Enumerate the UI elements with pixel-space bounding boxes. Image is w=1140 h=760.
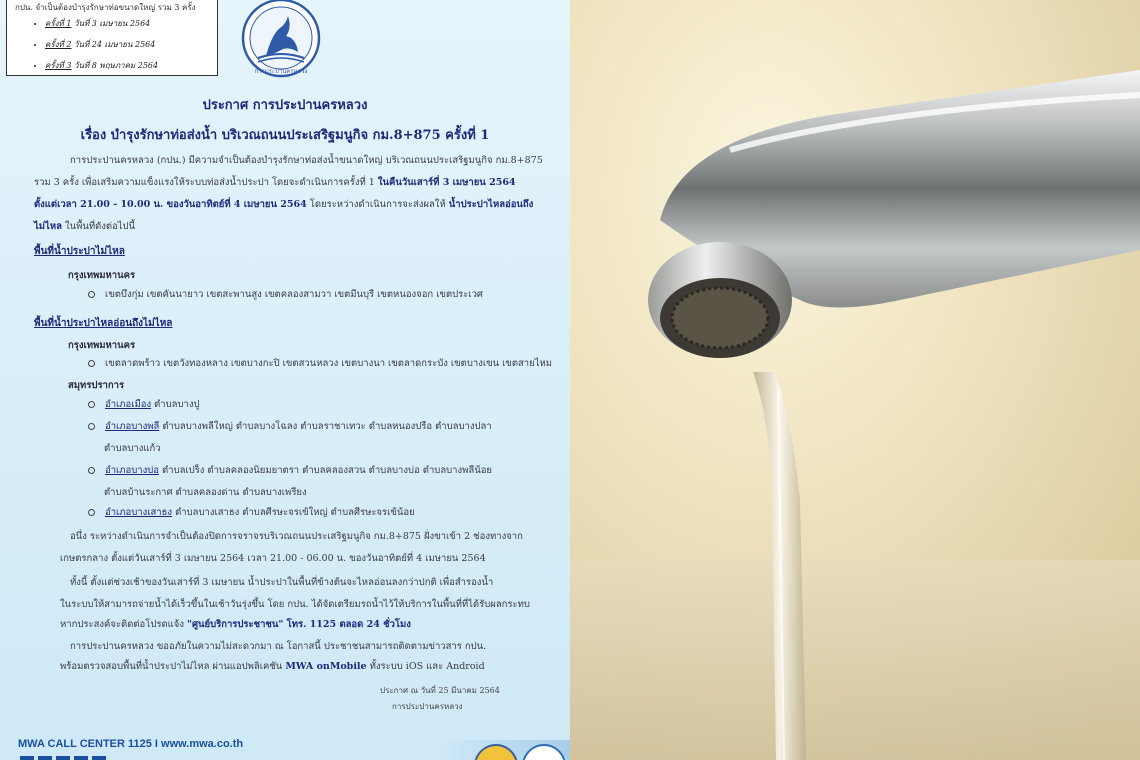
section-no-water: พื้นที่น้ำประปาไม่ไหล: [34, 246, 125, 257]
para2-line1: อนึ่ง ระหว่างดำเนินการจำเป็นต้องปิดการจราจรบริเวณถนนประเสริฐมนูกิจ กม.8+875 ฝั่งขาเข้า 2 ช่องทางจาก: [70, 531, 523, 542]
amphoe-detail: ตำบลบางปู: [154, 399, 200, 410]
schedule-item-date: วันที่ 24 เมษายน 2564: [74, 40, 156, 49]
amphoe-detail-cont: ตำบลบ้านระกาศ ตำบลคลองด่าน ตำบลบางเพรียง: [104, 487, 307, 498]
amphoe-name: อำเภอบางเสาธง: [105, 507, 173, 518]
sign-org: การประปานครหลวง: [392, 702, 463, 711]
amphoe-item: [88, 394, 200, 416]
announcement-title: ประกาศ การประปานครหลวง: [202, 98, 368, 113]
footer-contact: MWA CALL CENTER 1125 I www.mwa.co.th: [18, 738, 244, 750]
para4-text: ทั้งระบบ iOS และ Android: [369, 661, 485, 672]
schedule-item-date: วันที่ 3 เมษายน 2564: [74, 19, 151, 28]
para1-line2: [34, 172, 516, 194]
amphoe-name: อำเภอบางพลี: [105, 421, 160, 432]
para2-line2: เกษตรกลาง ตั้งแต่วันเสาร์ที่ 3 เมษายน 2564 เวลา 21.00 - 06.00 น. ของวันอาทิตย์ที่ 4 เมษายน 2564: [60, 553, 486, 564]
para1-effect: ไม่ไหล: [34, 221, 62, 232]
app-name: MWA onMobile: [285, 661, 367, 672]
para1-text: รวม 3 ครั้ง เพื่อเสริมความแข็งแรงให้ระบบท่อส่งน้ำประปา โดยจะดำเนินการครั้งที่ 1: [34, 177, 375, 188]
bullet-icon: [88, 423, 95, 430]
amphoe-detail: ตำบลบางพลีใหญ่ ตำบลบางโฉลง ตำบลราชาเทวะ ตำบลหนองปรือ ตำบลบางปลา: [162, 421, 492, 432]
para1-effect: น้ำประปาไหลอ่อนถึง: [448, 199, 534, 210]
district-text: เขตบึงกุ่ม เขตคันนายาว เขตสะพานสูง เขตคลองสามวา เขตมีนบุรี เขตหนองจอก เขตประเวศ: [105, 289, 483, 300]
bullet-icon: [88, 291, 95, 298]
faucet-photo: [570, 0, 1140, 760]
para3-line2: ในระบบให้สามารถจ่ายน้ำได้เร็วขึ้นในเช้าวันรุ่งขึ้น โดย กปน. ได้จัดเตรียมรถน้ำไว้ให้บริการในพื้นที่ที่ได้รับผลกระทบ: [60, 599, 530, 610]
schedule-item: [45, 59, 209, 72]
schedule-item-date: วันที่ 8 พฤษภาคม 2564: [74, 61, 159, 70]
para1-line4: [34, 216, 135, 238]
sign-date: ประกาศ ณ วันที่ 25 มีนาคม 2564: [380, 686, 500, 695]
call-center-info: "ศูนย์บริการประชาชน" โทร. 1125 ตลอด 24 ชั่วโมง: [187, 619, 411, 630]
amphoe-name: อำเภอบางบ่อ: [105, 465, 159, 476]
province-samutprakan: สมุทรปราการ: [68, 380, 125, 391]
schedule-item-label: ครั้งที่ 2: [45, 40, 72, 49]
mwa-logo: [236, 0, 326, 80]
amphoe-name: อำเภอเมือง: [105, 399, 152, 410]
bullet-icon: [88, 401, 95, 408]
para4-line1: การประปานครหลวง ขออภัยในความไม่สะดวกมา ณ โอกาสนี้ ประชาชนสามารถติดตามข่าวสาร กปน.: [70, 641, 487, 652]
para1-line3: [34, 194, 533, 216]
para1-date: ในคืนวันเสาร์ที่ 3 เมษายน 2564: [377, 177, 516, 188]
bullet-icon: [88, 360, 95, 367]
schedule-item-label: ครั้งที่ 1: [45, 19, 72, 28]
para1-text: โดยระหว่างดำเนินการจะส่งผลให้: [309, 199, 446, 210]
announcement-subject: เรื่อง บำรุงรักษาท่อส่งน้ำ บริเวณถนนประเสริฐมนูกิจ กม.8+875 ครั้งที่ 1: [80, 128, 490, 143]
footer-color-bar: [20, 756, 110, 760]
schedule-item-label: ครั้งที่ 3: [45, 61, 72, 70]
district-list: [88, 284, 483, 306]
footer: [0, 730, 570, 760]
bullet-icon: [88, 509, 95, 516]
para1-time: ตั้งแต่เวลา 21.00 - 10.00 น. ของวันอาทิตย์ที่ 4 เมษายน 2564: [34, 199, 307, 210]
para3-text: หากประสงค์จะติดต่อโปรดแจ้ง: [60, 619, 184, 630]
district-text: เขตลาดพร้าว เขตวังทองหลาง เขตบางกะปิ เขตสวนหลวง เขตบางนา เขตลาดกระบัง เขตบางเขน เขตสายไหม: [105, 358, 553, 369]
amphoe-item: [88, 502, 415, 524]
para1-line1: การประปานครหลวง (กปน.) มีความจำเป็นต้องบำรุงรักษาท่อส่งน้ำขนาดใหญ่ บริเวณถนนประเสริฐมนูกิจ กม.8+875: [70, 155, 543, 166]
schedule-intro: กปน. จำเป็นต้องบำรุงรักษาท่อขนาดใหญ่ รวม 3 ครั้ง: [15, 3, 196, 12]
para3-line1: ทั้งนี้ ตั้งแต่ช่วงเช้าของวันเสาร์ที่ 3 เมษายน น้ำประปาในพื้นที่ข้างต้นจะไหลอ่อนลงกว่าปกติ เพื่อสำรองน้ำ: [70, 577, 494, 588]
schedule-list: [15, 17, 209, 72]
amphoe-item: [88, 416, 492, 438]
schedule-box: [6, 0, 218, 76]
province-bangkok: กรุงเทพมหานคร: [68, 270, 136, 281]
amphoe-detail-cont: ตำบลบางแก้ว: [104, 443, 161, 454]
para4-line2: [60, 656, 485, 678]
section-low-water: พื้นที่น้ำประปาไหลอ่อนถึงไม่ไหล: [34, 318, 173, 329]
district-list: [88, 353, 552, 375]
schedule-item: [45, 38, 209, 51]
para1-text: ในพื้นที่ดังต่อไปนี้: [64, 221, 136, 232]
bullet-icon: [88, 467, 95, 474]
amphoe-detail: ตำบลเปร็ง ตำบลคลองนิยมยาตรา ตำบลคลองสวน ตำบลบางบ่อ ตำบลบางพลีน้อย: [162, 465, 492, 476]
amphoe-detail: ตำบลบางเสาธง ตำบลศีรษะจรเข้ใหญ่ ตำบลศีรษะจรเข้น้อย: [175, 507, 415, 518]
amphoe-item: [88, 460, 492, 482]
para3-line3: [60, 614, 411, 636]
para4-text: พร้อมตรวจสอบพื้นที่น้ำประปาไม่ไหล ผ่านแอปพลิเคชัน: [60, 661, 283, 672]
logo-caption: การประปานครหลวง: [254, 68, 308, 75]
province-bangkok: กรุงเทพมหานคร: [68, 340, 136, 351]
schedule-item: [45, 17, 209, 30]
